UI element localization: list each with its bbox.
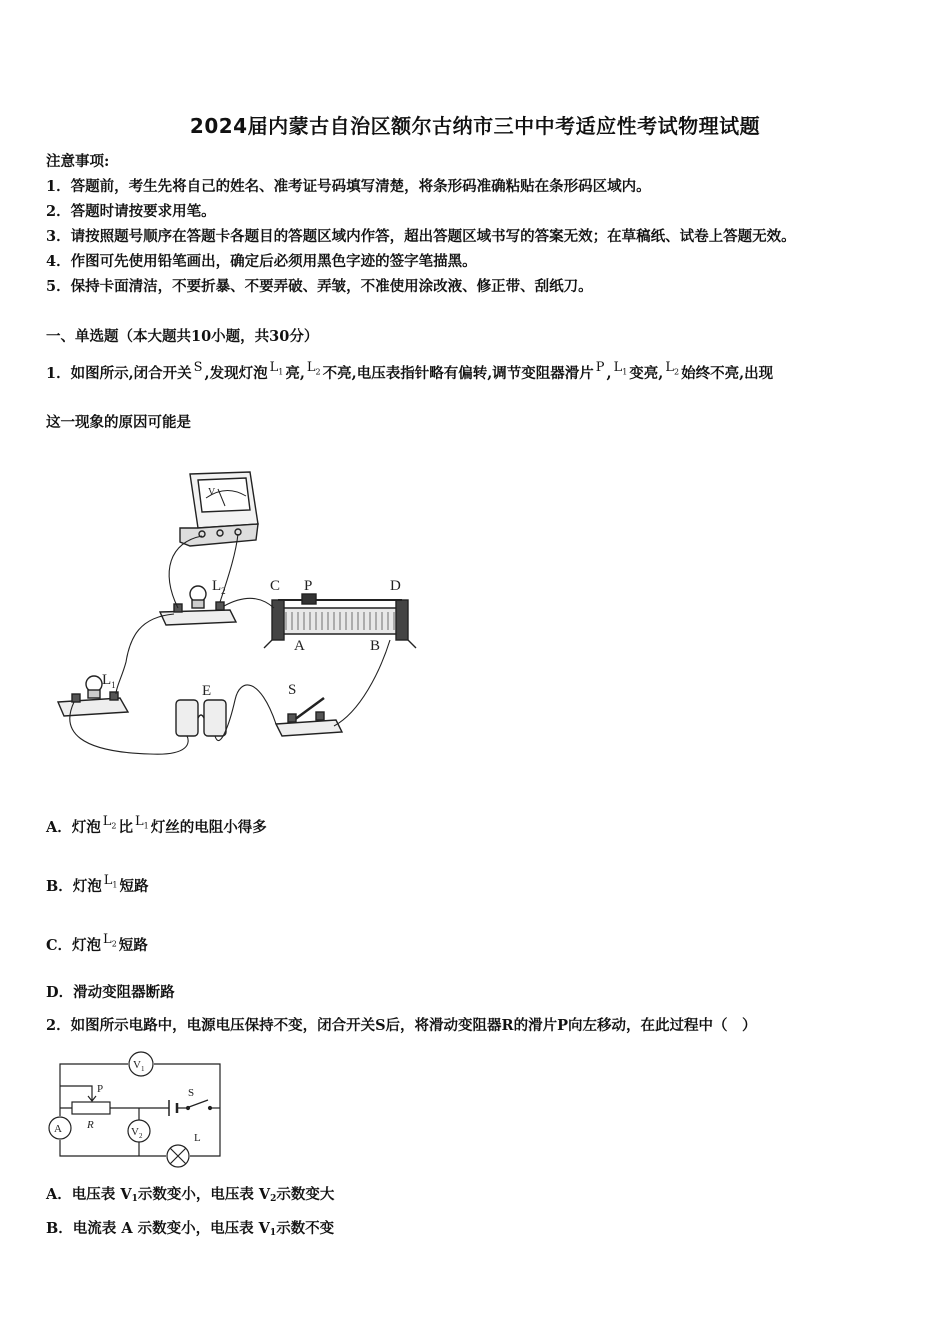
notice-item-1: 1．答题前，考生先将自己的姓名、准考证号码填写清楚，将条形码准确粘贴在条形码区域内。	[46, 178, 651, 195]
label-L1: $L_1$	[102, 672, 116, 690]
rheostat-icon	[264, 594, 416, 648]
label-B: B	[370, 638, 381, 654]
label-E: E	[202, 683, 212, 699]
switch-s-icon	[189, 1100, 208, 1107]
section-heading: 一、单选题（本大题共10小题，共30分）	[46, 328, 319, 345]
q1-option-c[interactable]: C．灯泡 $L_2$ 短路	[46, 932, 148, 954]
label-R: R	[87, 1119, 94, 1131]
label-C: C	[270, 578, 281, 594]
notice-item-3: 3．请按照题号顺序在答题卡各题目的答题区域内作答，超出答题区域书写的答案无效；在草稿纸、试卷上答题无效。	[46, 228, 796, 245]
q1-option-b[interactable]: B．灯泡 $L_1$ 短路	[46, 873, 149, 895]
question-1-text: 1．如图所示,闭合开关 S ,发现灯泡 $L_1$ 亮, $L_2$ 不亮,电压表指针略有偏转,调节变阻器滑片 P , $L_1$ 变亮, $L_2$ 始终不亮,出现	[46, 360, 774, 382]
voltmeter-icon	[180, 472, 258, 546]
notice-item-2: 2．答题时请按要求用笔。	[46, 203, 216, 220]
question-1-text-line2: 这一现象的原因可能是	[46, 414, 191, 431]
label-S: S	[188, 1087, 195, 1099]
notice-item-5: 5．保持卡面清洁，不要折暴、不要弄破、弄皱，不准使用涂改液、修正带、刮纸刀。	[46, 278, 593, 295]
label-P: P	[97, 1083, 104, 1095]
label-L: L	[194, 1132, 201, 1144]
notice-item-4: 4．作图可先使用铅笔画出，确定后必须用黑色字迹的签字笔描黑。	[46, 253, 477, 270]
page-title: 2024届内蒙古自治区额尔古纳市三中中考适应性考试物理试题	[189, 114, 761, 138]
switch-icon	[276, 698, 342, 736]
battery-icon	[176, 700, 226, 736]
slider-arrow	[60, 1086, 96, 1101]
bulb-l1-icon	[58, 676, 128, 716]
label-A: A	[294, 638, 305, 654]
notice-heading: 注意事项:	[46, 153, 110, 170]
rheostat-r-icon	[72, 1102, 110, 1114]
label-L2: $L_2$	[212, 578, 226, 596]
circuit-photo-figure	[50, 462, 430, 772]
label-V1: $V_1$	[133, 1059, 145, 1073]
label-A: A	[54, 1123, 62, 1135]
q2-option-a[interactable]: A．电压表 $V_1$示数变小，电压表 $V_2$示数变大	[46, 1186, 335, 1204]
q1-option-d[interactable]: D．滑动变阻器断路	[46, 984, 175, 1001]
circuit-schematic-figure	[44, 1046, 234, 1172]
question-2-text: 2．如图所示电路中，电源电压保持不变，闭合开关S后，将滑动变阻器R的滑片P向左移动，在此过程中（ ）	[46, 1017, 757, 1034]
q2-option-b[interactable]: B．电流表 A 示数变小，电压表 $V_1$示数不变	[46, 1220, 335, 1238]
q1-option-a[interactable]: A．灯泡 $L_2$ 比 $L_1$ 灯丝的电阻小得多	[46, 814, 267, 836]
label-P: P	[304, 578, 313, 594]
wires	[70, 534, 390, 754]
label-D: D	[390, 578, 401, 594]
voltmeter-label: V	[208, 487, 216, 498]
label-V2: $V_2$	[131, 1126, 143, 1140]
label-S: S	[288, 682, 297, 698]
